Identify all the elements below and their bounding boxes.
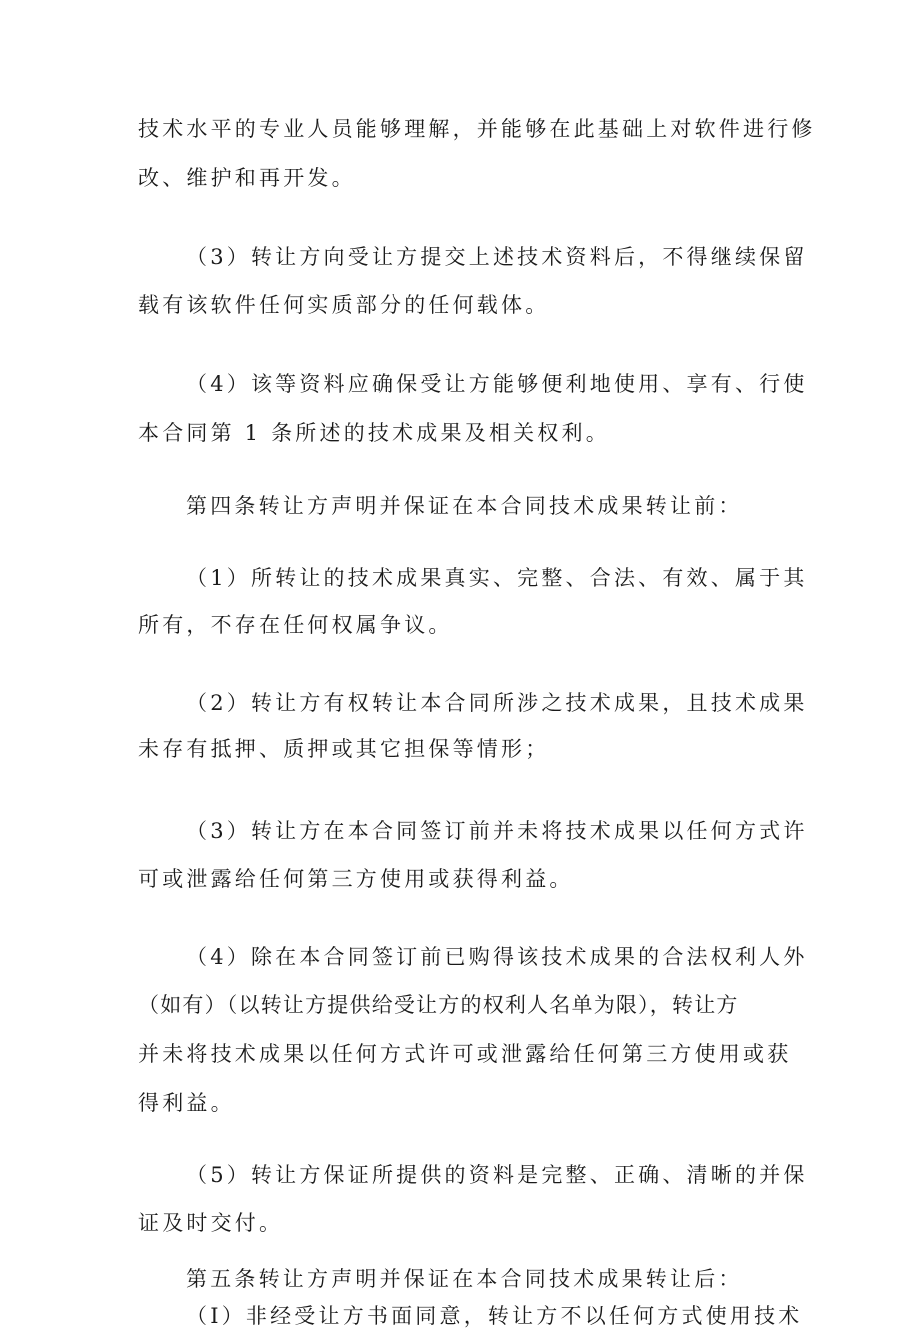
text-line: （3）转让方在本合同签订前并未将技术成果以任何方式许 bbox=[186, 819, 808, 843]
text-line: （5）转让方保证所提供的资料是完整、正确、清晰的并保 bbox=[186, 1163, 808, 1187]
text-line: （I）非经受让方书面同意，转让方不以任何方式使用技术 bbox=[186, 1304, 803, 1328]
text-line: 得利益。 bbox=[138, 1091, 235, 1115]
text-line: 并未将技术成果以任何方式许可或泄露给任何第三方使用或获 bbox=[138, 1042, 792, 1066]
text-line: （如有）（以转让方提供给受让方的权利人名单为限），转让方 bbox=[138, 993, 739, 1017]
text-line: 未存有抵押、质押或其它担保等情形； bbox=[138, 737, 550, 761]
text-line: 第五条转让方声明并保证在本合同技术成果转让后： bbox=[186, 1267, 743, 1291]
text-line: 所有，不存在任何权属争议。 bbox=[138, 613, 453, 637]
text-line: （4）该等资料应确保受让方能够便利地使用、享有、行使 bbox=[186, 372, 808, 396]
text-line: （2）转让方有权转让本合同所涉之技术成果，且技术成果 bbox=[186, 691, 808, 715]
text-line: （1）所转让的技术成果真实、完整、合法、有效、属于其 bbox=[186, 566, 808, 590]
text-line: 证及时交付。 bbox=[138, 1211, 284, 1235]
text-line: （3）转让方向受让方提交上述技术资料后，不得继续保留 bbox=[186, 245, 808, 269]
text-line: 本合同第 1 条所述的技术成果及相关权利。 bbox=[138, 421, 610, 445]
text-line: 改、维护和再开发。 bbox=[138, 166, 356, 190]
text-line: 可或泄露给任何第三方使用或获得利益。 bbox=[138, 867, 574, 891]
text-line: 第四条转让方声明并保证在本合同技术成果转让前： bbox=[186, 494, 743, 518]
text-line: （4）除在本合同签订前已购得该技术成果的合法权利人外 bbox=[186, 945, 808, 969]
text-line: 技术水平的专业人员能够理解，并能够在此基础上对软件进行修 bbox=[138, 117, 816, 141]
text-line: 载有该软件任何实质部分的任何载体。 bbox=[138, 293, 550, 317]
